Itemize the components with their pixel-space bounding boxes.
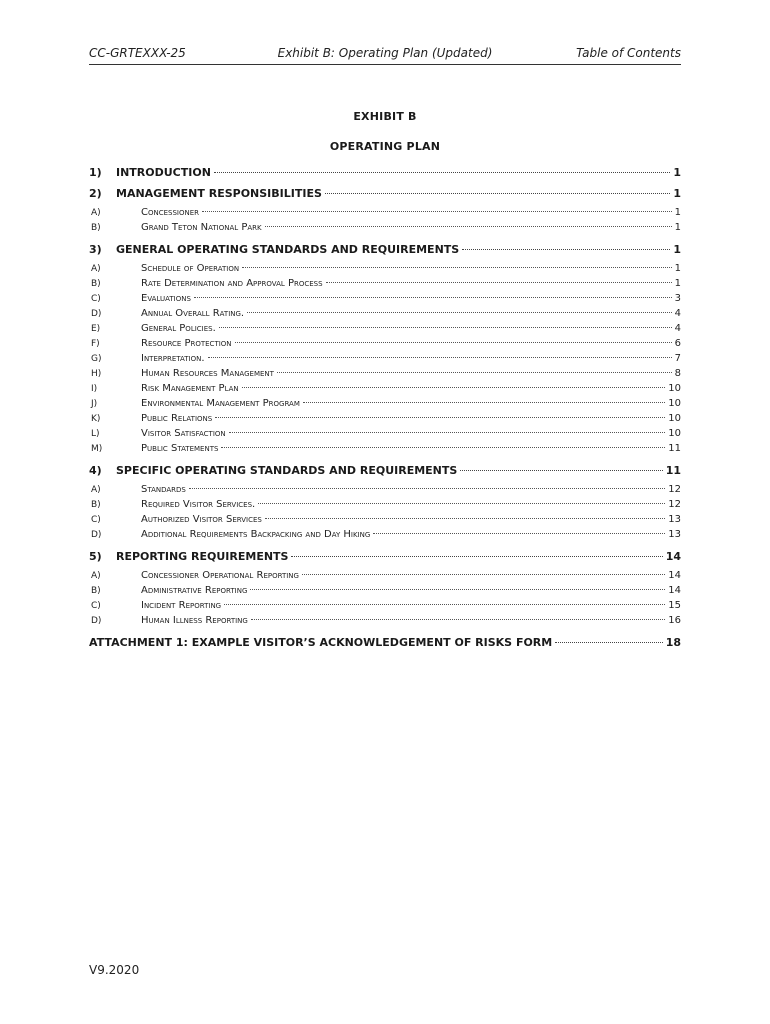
subsection-title: Human Resources Management <box>141 368 274 379</box>
subsection-title: Schedule of Operation <box>141 263 240 274</box>
plan-title: OPERATING PLAN <box>329 140 441 153</box>
dot-leader <box>258 503 665 504</box>
subsection-title: Grand Teton National Park <box>141 222 262 233</box>
page-number: 3 <box>674 293 681 304</box>
subsection-letter: C) <box>91 294 101 304</box>
attachment-title: ATTACHMENT 1: EXAMPLE VISITOR’S ACKNOWLEDGEMENT OF RISKS FORM <box>89 636 553 649</box>
page-number: 11 <box>665 464 681 477</box>
dot-leader <box>189 488 665 489</box>
page-number: 6 <box>674 338 681 349</box>
dot-leader <box>229 432 666 433</box>
toc-attachment-entry[interactable] <box>89 636 681 653</box>
toc-subsection-entry[interactable] <box>89 514 681 529</box>
subsection-letter: B) <box>91 500 101 510</box>
dot-leader <box>194 297 672 298</box>
dot-leader <box>247 312 672 313</box>
subsection-title: Administrative Reporting <box>141 585 248 596</box>
toc-subsection-entry[interactable] <box>89 207 681 222</box>
toc-subsection-entry[interactable] <box>89 413 681 428</box>
subsection-title: Interpretation. <box>141 353 205 364</box>
toc-subsection-entry[interactable] <box>89 308 681 323</box>
subsection-letter: C) <box>91 601 101 611</box>
dot-leader <box>291 556 662 557</box>
page-number: 4 <box>674 308 681 319</box>
toc-subsection-entry[interactable] <box>89 263 681 278</box>
page-number: 11 <box>668 443 681 454</box>
subsection-letter: C) <box>91 515 101 525</box>
toc-subsection-entry[interactable] <box>89 353 681 368</box>
subsection-letter: L) <box>91 429 100 439</box>
page-number: 13 <box>668 514 681 525</box>
dot-leader <box>325 193 670 194</box>
subsection-letter: A) <box>91 264 101 274</box>
section-title: INTRODUCTION <box>116 166 211 179</box>
section-number: 3) <box>89 243 102 256</box>
toc-subsection-entry[interactable] <box>89 499 681 514</box>
dot-leader <box>373 533 665 534</box>
subsection-list <box>89 481 681 546</box>
page-number: 10 <box>668 428 681 439</box>
version-footer: V9.2020 <box>89 963 140 977</box>
subsection-letter: E) <box>91 324 101 334</box>
page-number: 12 <box>668 499 681 510</box>
toc-subsection-entry[interactable] <box>89 383 681 398</box>
subsection-letter: B) <box>91 279 101 289</box>
toc-subsection-entry[interactable] <box>89 368 681 383</box>
page-number: 18 <box>665 636 681 649</box>
page-number: 10 <box>668 413 681 424</box>
subsection-list <box>89 260 681 460</box>
toc-subsection-entry[interactable] <box>89 570 681 585</box>
dot-leader <box>555 642 662 643</box>
toc-subsection-entry[interactable] <box>89 278 681 293</box>
toc-section-entry[interactable] <box>89 187 681 204</box>
dot-leader <box>302 574 665 575</box>
dot-leader <box>235 342 672 343</box>
dot-leader <box>462 249 670 250</box>
subsection-title: Authorized Visitor Services <box>141 514 262 525</box>
toc-subsection-entry[interactable] <box>89 398 681 413</box>
toc-subsection-entry[interactable] <box>89 323 681 338</box>
page-number: 1 <box>673 243 681 256</box>
subsection-list <box>89 204 681 239</box>
toc-subsection-entry[interactable] <box>89 338 681 353</box>
section-number: 5) <box>89 550 102 563</box>
subsection-title: Additional Requirements Backpacking and Day Hiking <box>141 529 371 540</box>
subsection-title: Concessioner Operational Reporting <box>141 570 299 581</box>
dot-leader <box>202 211 672 212</box>
subsection-title: Annual Overall Rating. <box>141 308 245 319</box>
subsection-title: Human Illness Reporting <box>141 615 248 626</box>
dot-leader <box>224 604 665 605</box>
document-code: CC-GRTEXXX-25 <box>89 46 186 60</box>
subsection-letter: I) <box>91 384 98 394</box>
dot-leader <box>219 327 672 328</box>
subsection-title: Required Visitor Services. <box>141 499 256 510</box>
subsection-letter: H) <box>91 369 102 379</box>
dot-leader <box>208 357 672 358</box>
page-number: 10 <box>668 398 681 409</box>
dot-leader <box>265 226 672 227</box>
dot-leader <box>250 589 665 590</box>
subsection-title: Public Statements <box>141 443 219 454</box>
toc-section-entry[interactable] <box>89 550 681 567</box>
subsection-title: Risk Management Plan <box>141 383 239 394</box>
subsection-title: Standards <box>141 484 186 495</box>
dot-leader <box>242 267 672 268</box>
subsection-letter: D) <box>91 309 102 319</box>
exhibit-title: EXHIBIT B <box>353 110 417 123</box>
subsection-title: Evaluations <box>141 293 191 304</box>
dot-leader <box>214 172 670 173</box>
page-number: 1 <box>674 263 681 274</box>
dot-leader <box>460 470 662 471</box>
section-title: REPORTING REQUIREMENTS <box>116 550 289 563</box>
section-number: 2) <box>89 187 102 200</box>
page-number: 14 <box>668 585 681 596</box>
toc-subsection-entry[interactable] <box>89 615 681 630</box>
page-number: 16 <box>668 615 681 626</box>
subsection-letter: J) <box>91 399 98 409</box>
page-number: 8 <box>674 368 681 379</box>
toc-subsection-entry[interactable] <box>89 428 681 443</box>
toc-subsection-entry[interactable] <box>89 484 681 499</box>
toc-subsection-entry[interactable] <box>89 222 681 237</box>
page-number: 1 <box>673 187 681 200</box>
page-number: 13 <box>668 529 681 540</box>
page-number: 1 <box>673 166 681 179</box>
dot-leader <box>221 447 665 448</box>
page-number: 1 <box>674 207 681 218</box>
subsection-letter: B) <box>91 223 101 233</box>
dot-leader <box>242 387 666 388</box>
section-number: 1) <box>89 166 102 179</box>
toc-subsection-entry[interactable] <box>89 529 681 544</box>
subsection-letter: A) <box>91 571 101 581</box>
page-number: 12 <box>668 484 681 495</box>
subsection-letter: D) <box>91 530 102 540</box>
toc-subsection-entry[interactable] <box>89 293 681 308</box>
section-title: MANAGEMENT RESPONSIBILITIES <box>116 187 322 200</box>
subsection-title: Visitor Satisfaction <box>141 428 226 439</box>
page-number: 14 <box>668 570 681 581</box>
subsection-letter: K) <box>91 414 101 424</box>
page-number: 1 <box>674 222 681 233</box>
header-title: Exhibit B: Operating Plan (Updated) <box>277 46 493 60</box>
subsection-title: General Policies. <box>141 323 216 334</box>
dot-leader <box>215 417 665 418</box>
subsection-letter: A) <box>91 208 101 218</box>
subsection-title: Concessioner <box>141 207 200 218</box>
toc-subsection-entry[interactable] <box>89 443 681 458</box>
subsection-list <box>89 567 681 632</box>
dot-leader <box>326 282 672 283</box>
dot-leader <box>265 518 665 519</box>
page-number: 14 <box>665 550 681 563</box>
subsection-title: Public Relations <box>141 413 213 424</box>
toc-section-entry[interactable] <box>89 243 681 260</box>
toc-subsection-entry[interactable] <box>89 600 681 615</box>
subsection-title: Environmental Management Program <box>141 398 300 409</box>
subsection-letter: F) <box>91 339 100 349</box>
subsection-letter: G) <box>91 354 102 364</box>
subsection-title: Incident Reporting <box>141 600 222 611</box>
dot-leader <box>303 402 665 403</box>
subsection-title: Resource Protection <box>141 338 232 349</box>
subsection-letter: D) <box>91 616 102 626</box>
section-title: SPECIFIC OPERATING STANDARDS AND REQUIREMENTS <box>116 464 458 477</box>
subsection-letter: M) <box>91 444 103 454</box>
subsection-letter: B) <box>91 586 101 596</box>
page-number: 10 <box>668 383 681 394</box>
header-section: Table of Contents <box>576 46 681 60</box>
page-number: 7 <box>674 353 681 364</box>
toc-section-entry[interactable] <box>89 166 681 183</box>
toc-section-entry[interactable] <box>89 464 681 481</box>
dot-leader <box>251 619 665 620</box>
page-number: 15 <box>668 600 681 611</box>
dot-leader <box>277 372 672 373</box>
section-title: GENERAL OPERATING STANDARDS AND REQUIREMENTS <box>116 243 460 256</box>
page-number: 4 <box>674 323 681 334</box>
subsection-letter: A) <box>91 485 101 495</box>
toc-subsection-entry[interactable] <box>89 585 681 600</box>
page-number: 1 <box>674 278 681 289</box>
subsection-title: Rate Determination and Approval Process <box>141 278 323 289</box>
section-number: 4) <box>89 464 102 477</box>
page-header <box>89 44 681 65</box>
table-of-contents <box>89 162 681 653</box>
